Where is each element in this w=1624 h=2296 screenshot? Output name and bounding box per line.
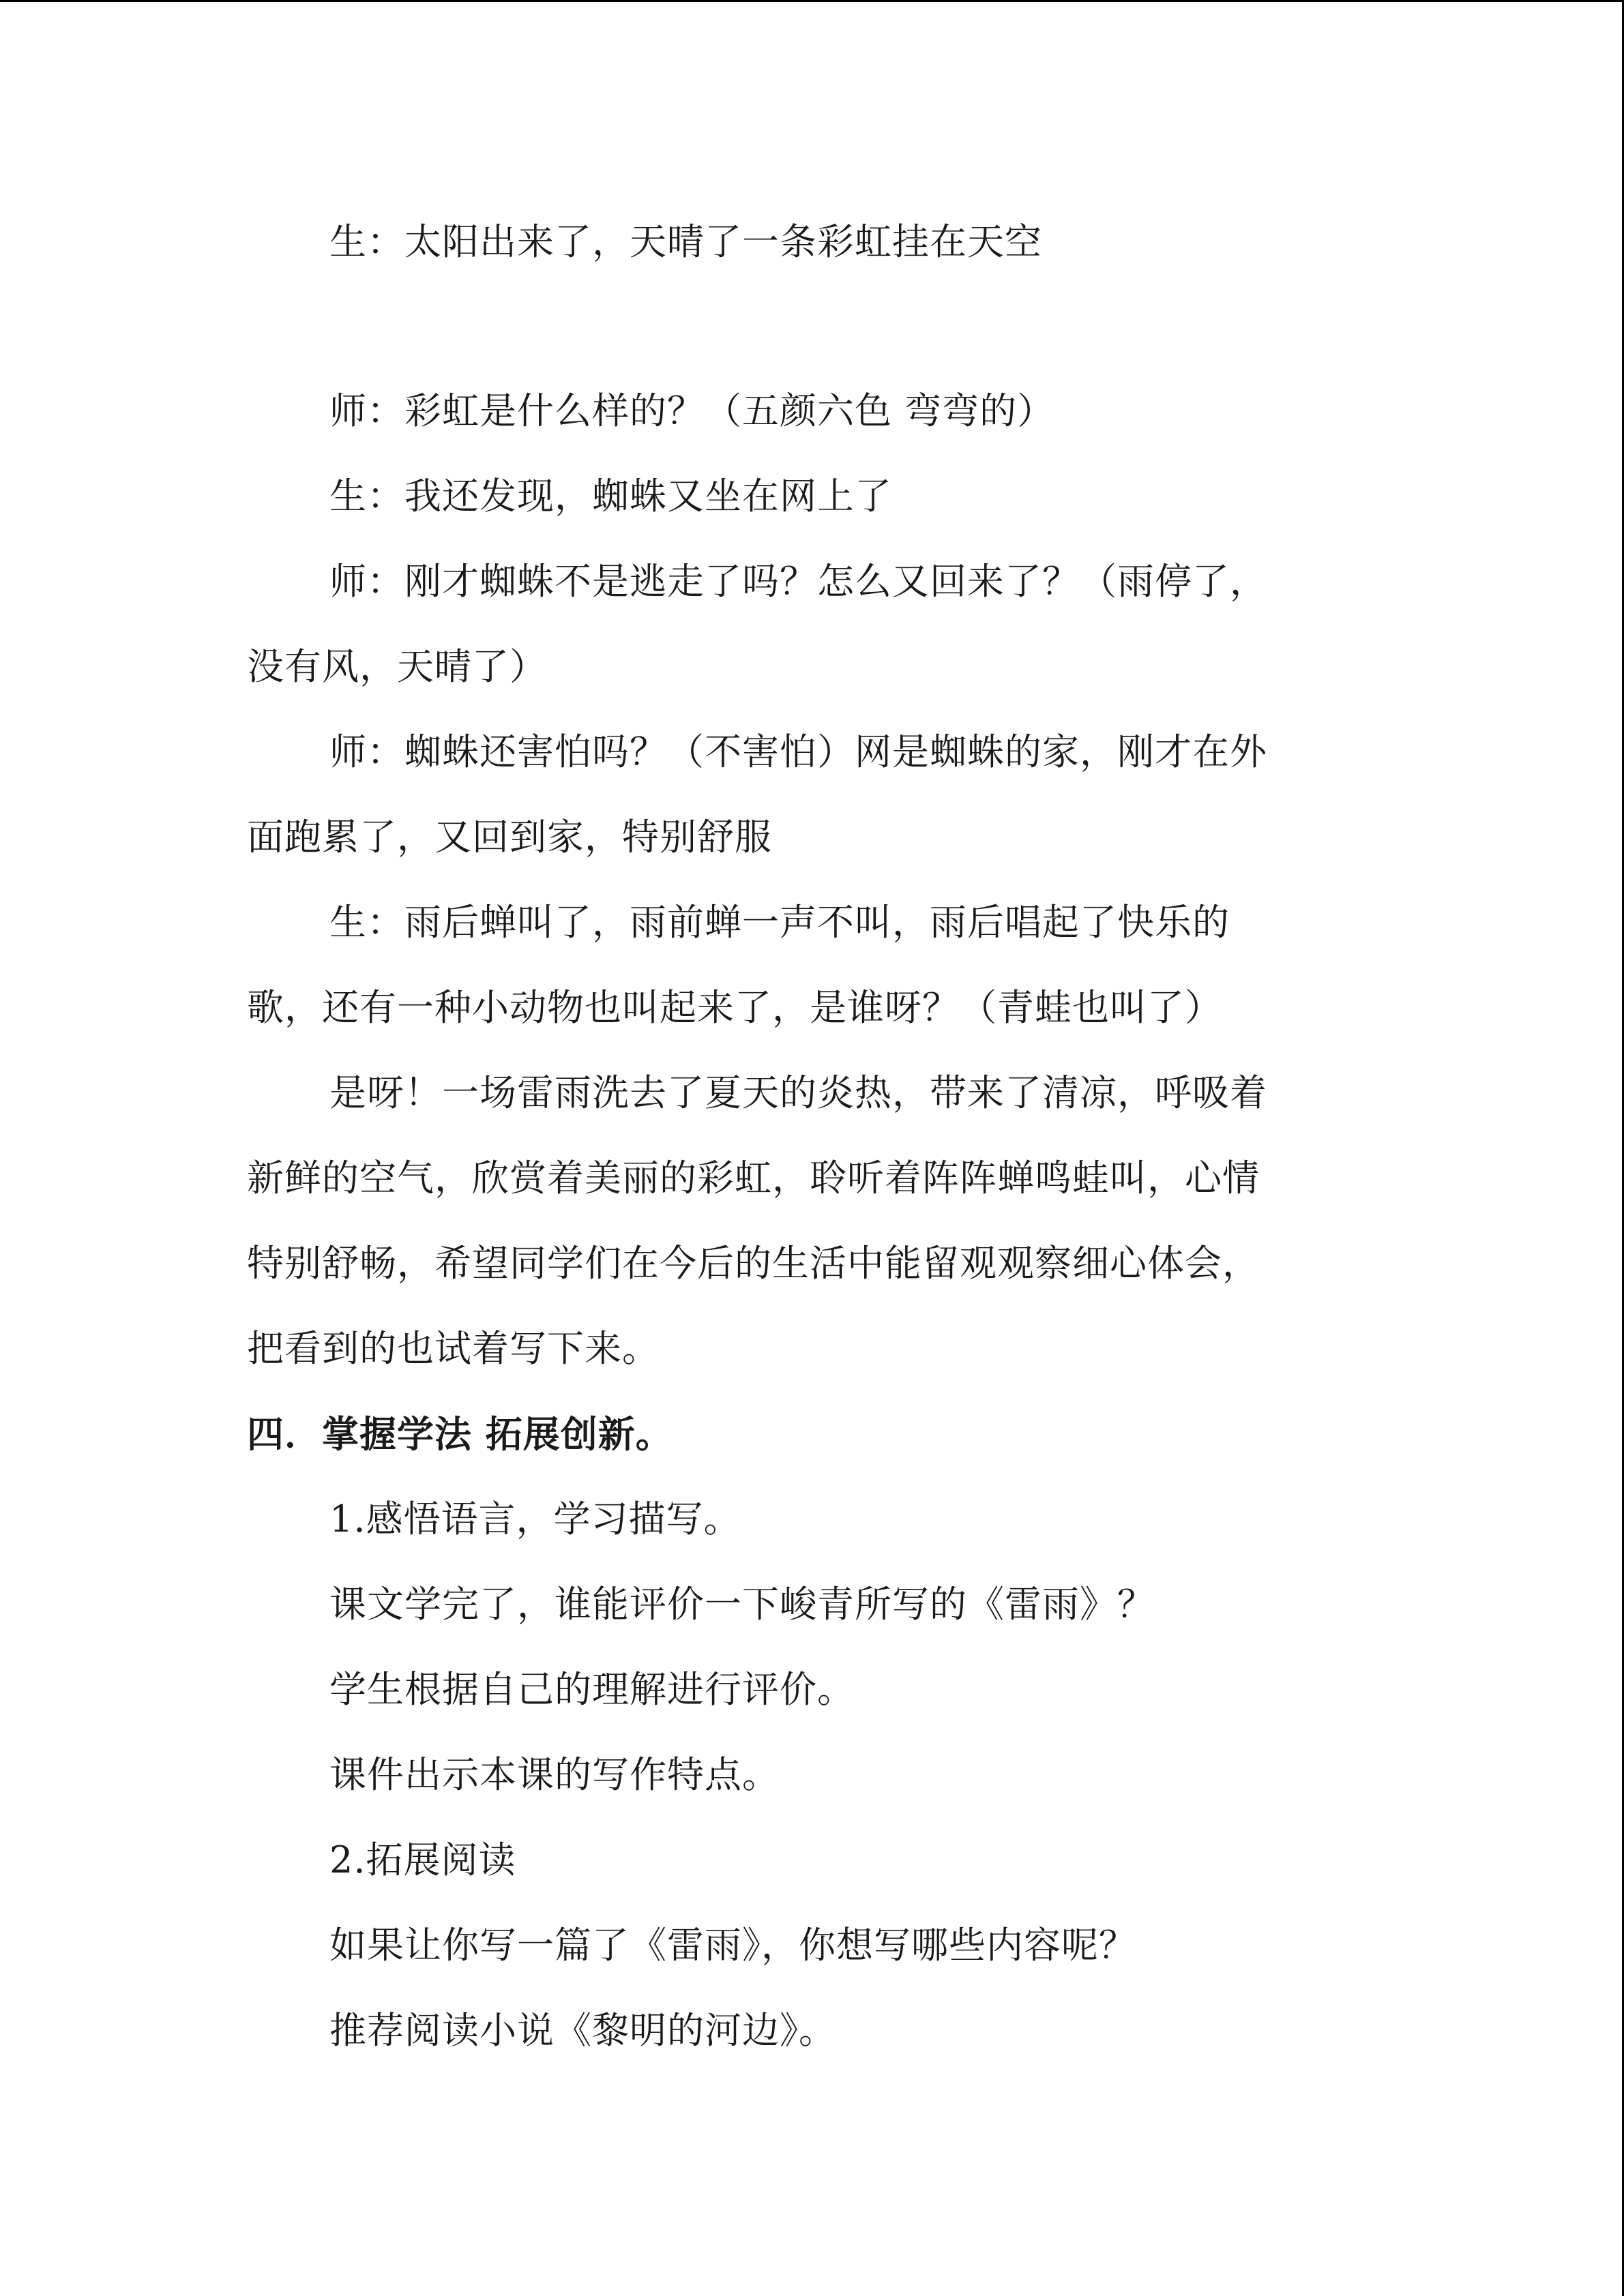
paragraph-line: 特别舒畅，希望同学们在今后的生活中能留观观察细心体会， [247, 1242, 1260, 1285]
paragraph-line: 推荐阅读小说《黎明的河边》。 [329, 2009, 836, 2052]
dialogue-line: 师：蜘蛛还害怕吗？（不害怕）网是蜘蛛的家，刚才在外 [329, 730, 1267, 773]
paragraph-line: 课件出示本课的写作特点。 [329, 1753, 780, 1796]
paragraph-line: 新鲜的空气，欣赏着美丽的彩虹，聆听着阵阵蝉鸣蛙叫，心情 [247, 1157, 1260, 1199]
dialogue-line: 生：雨后蝉叫了，雨前蝉一声不叫，雨后唱起了快乐的 [329, 901, 1230, 944]
subsection-heading: 2.拓展阅读 [329, 1838, 516, 1881]
dialogue-line: 生：我还发现，蜘蛛又坐在网上了 [329, 475, 892, 518]
subsection-heading: 1.感悟语言，学习描写。 [329, 1497, 741, 1540]
dialogue-line: 师：彩虹是什么样的？（五颜六色 弯弯的） [329, 389, 1055, 432]
dialogue-line: 没有风，天晴了） [247, 645, 547, 688]
paragraph-line: 课文学完了，谁能评价一下峻青所写的《雷雨》？ [329, 1583, 1155, 1626]
dialogue-line: 生：太阳出来了，天晴了一条彩虹挂在天空 [329, 220, 1042, 263]
paragraph-line: 如果让你写一篇了《雷雨》，你想写哪些内容呢？ [329, 1924, 1136, 1967]
paragraph-line: 把看到的也试着写下来。 [247, 1327, 660, 1370]
paragraph-line: 学生根据自己的理解进行评价。 [329, 1668, 855, 1711]
section-heading: 四．掌握学法 拓展创新。 [247, 1412, 673, 1456]
dialogue-line: 面跑累了，又回到家，特别舒服 [247, 816, 772, 859]
dialogue-line: 歌，还有一种小动物也叫起来了，是谁呀？（青蛙也叫了） [247, 986, 1222, 1029]
paragraph-line: 是呀！一场雷雨洗去了夏天的炎热，带来了清凉，呼吸着 [329, 1071, 1267, 1114]
dialogue-line: 师：刚才蜘蛛不是逃走了吗？怎么又回来了？（雨停了， [329, 560, 1267, 603]
